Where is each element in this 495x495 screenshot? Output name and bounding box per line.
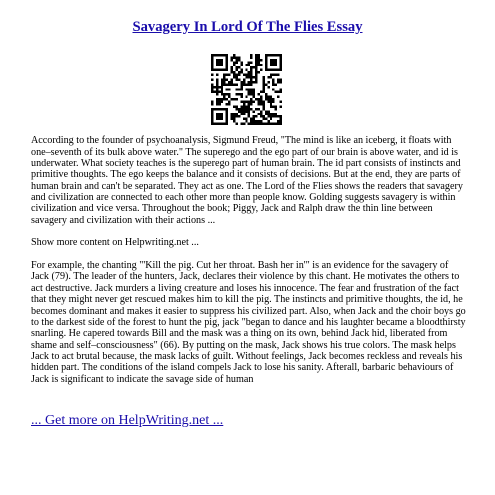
qr-code-graphic xyxy=(211,54,282,125)
essay-body xyxy=(31,124,467,396)
essay-paragraph-1: According to the founder of psychoanalysis, Sigmund Freud, "The mind is like an iceberg, it floats with one–seventh of its bulk above water." The superego and the ego part of our brain is above water, and id is underwater. What society teaches is the superego part of human brain. The id part consists of instincts and primitive thoughts. The ego keeps the balance and it consists of decisions. But at the end, they are parts of human brain and can't be separated. They act as one. The Lord of the Flies shows the readers that savagery and civilization are connected to each other more than people know. Golding suggests savagery is within civilization and vice versa. Throughout the book; Piggy, Jack and Ralph draw the thin line between savagery and civilization with their actions ... xyxy=(31,135,463,226)
document-title-link[interactable]: Savagery In Lord Of The Flies Essay xyxy=(132,19,363,35)
show-more-text: Show more content on Helpwriting.net ... xyxy=(31,237,199,249)
qr-code-icon xyxy=(211,54,282,125)
essay-paragraph-2: For example, the chanting "'Kill the pig. Cut her throat. Bash her in'" is an evidence for the savagery of Jack (79). The leader of the hunters, Jack, declares their violence by this chant. He motivates the others to act destructive. Jack murders a living creature and loses his innocence. The fear and frustration of the fact that they might never get rescued makes him to kill the pig. The instincts and primitive thoughts, the id, he becomes dominant and makes it easier to suppress his civilized part. Also, when Jack and the choir boys go to the darkest side of the forest to hunt the pig, jack "began to dance and his laughter became a bloodthirsty snarling. He capered towards Bill and the mask was a thing on its own, behind Jack hid, liberated from shame and self–consciousness" (66). By putting on the mask, Jack shows his true colors. The mask helps Jack to act brutal because, the mask lacks of guilt. Without feelings, Jack becomes reckless and reveals his hidden part. The conditions of the island compels Jack to lose his sanity. Afterall, barbaric behaviours of Jack is significant to indicate the savage side of human xyxy=(31,260,466,385)
get-more-link[interactable]: ... Get more on HelpWriting.net ... xyxy=(31,413,224,428)
